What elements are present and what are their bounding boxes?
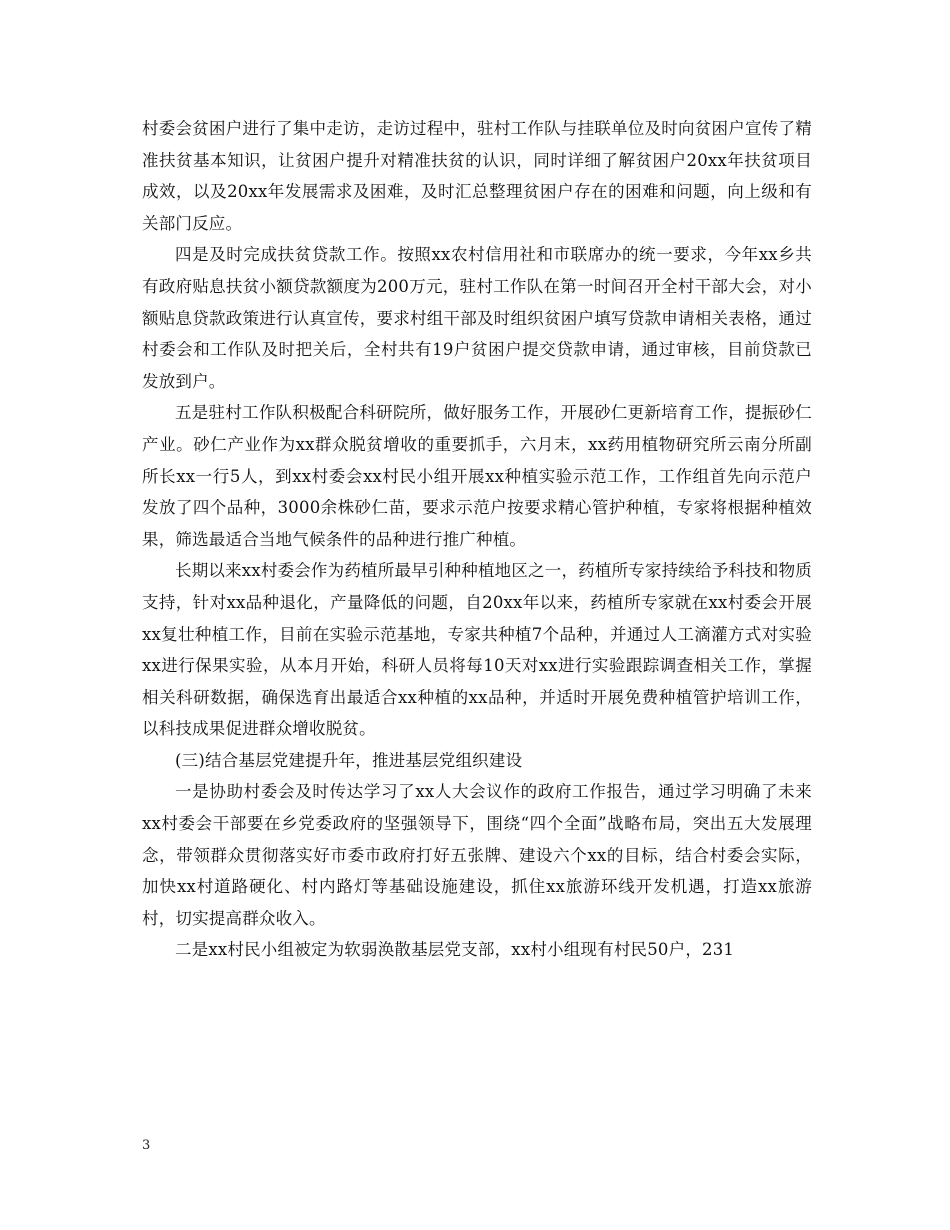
- paragraph-1: 村委会贫困户进行了集中走访，走访过程中，驻村工作队与挂联单位及时向贫困户宣传了精准扶贫基本知识，让贫困户提升对精准扶贫的认识，同时详细了解贫困户20xx年扶贫项目成效，以及20xx年发展需求及困难，及时汇总整理贫困户存在的困难和问题，向上级和有关部门反应。: [142, 119, 812, 233]
- paragraph-3: 五是驻村工作队积极配合科研院所，做好服务工作，开展砂仁更新培育工作，提振砂仁产业。砂仁产业作为xx群众脱贫增收的重要抓手，六月末，xx药用植物研究所云南分所副所长xx一行5人，到xx村委会xx村民小组开展xx种植实验示范工作，工作组首先向示范户发放了四个品种，3000余株砂仁苗，要求示范户按要求精心管护种植，专家将根据种植效果，筛选最适合当地气候条件的品种进行推广种植。: [142, 403, 812, 549]
- paragraph-2: 四是及时完成扶贫贷款工作。按照xx农村信用社和市联席办的统一要求，今年xx乡共有政府贴息扶贫小额贷款额度为200万元，驻村工作队在第一时间召开全村干部大会，对小额贴息贷款政策进行认真宣传，要求村组干部及时组织贫困户填写贷款申请相关表格，通过村委会和工作队及时把关后，全村共有19户贫困户提交贷款申请，通过审核，目前贷款已发放到户。: [142, 245, 812, 391]
- paragraph-6: 二是xx村民小组被定为软弱涣散基层党支部，xx村小组现有村民50户，231: [175, 940, 735, 960]
- section-heading: (三)结合基层党建提升年，推进基层党组织建设: [175, 750, 523, 770]
- paragraph-5: 一是协助村委会及时传达学习了xx人大会议作的政府工作报告，通过学习明确了未来xx村委会干部要在乡党委政府的坚强领导下，围绕“四个全面”战略布局，突出五大发展理念，带领群众贯彻落实好市委市政府打好五张牌、建设六个xx的目标，结合村委会实际，加快xx村道路硬化、村内路灯等基础设施建设，抓住xx旅游环线开发机遇，打造xx旅游村，切实提高群众收入。: [142, 782, 812, 928]
- paragraph-4: 长期以来xx村委会作为药植所最早引种种植地区之一，药植所专家持续给予科技和物质支持，针对xx品种退化，产量降低的问题，自20xx年以来，药植所专家就在xx村委会开展xx复壮种植工作，目前在实验示范基地，专家共种植7个品种，并通过人工滴灌方式对实验xx进行保果实验，从本月开始，科研人员将每10天对xx进行实验跟踪调查相关工作，掌握相关科研数据，确保选育出最适合xx种植的xx品种，并适时开展免费种植管护培训工作，以科技成果促进群众增收脱贫。: [142, 561, 812, 739]
- document-body: [142, 113, 812, 966]
- page-number: 3: [142, 1138, 151, 1153]
